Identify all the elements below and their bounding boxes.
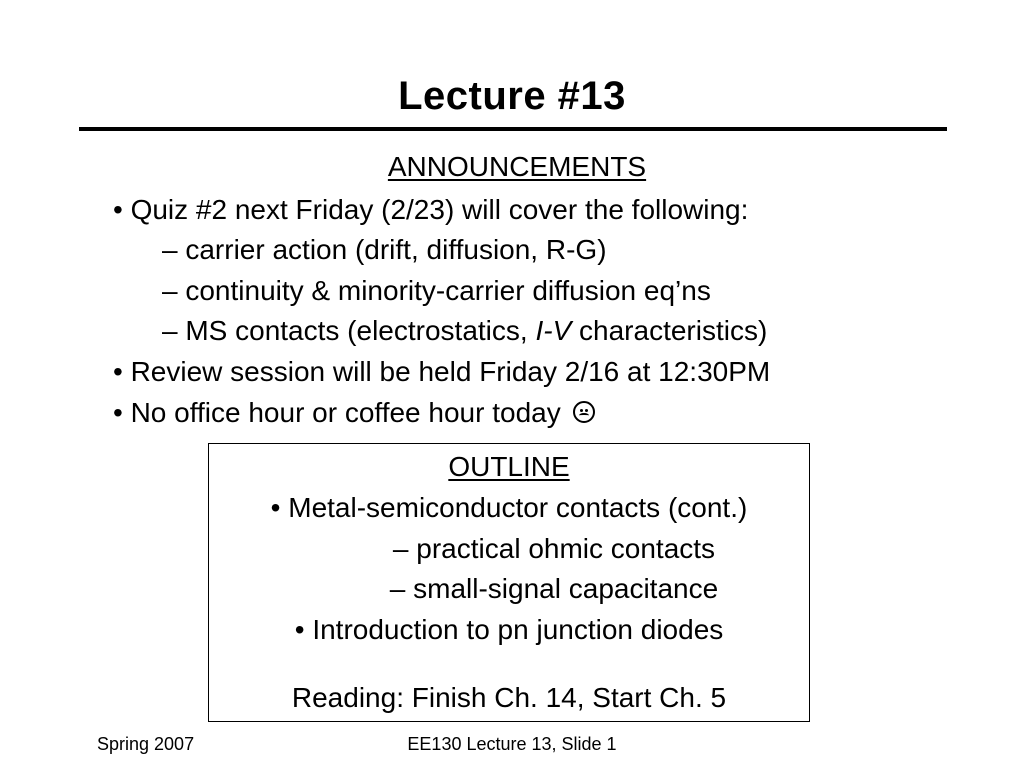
announcement-review-session: • Review session will be held Friday 2/16 at 12:30PM: [113, 356, 771, 387]
outline-subitem-capacitance: – small-signal capacitance: [389, 573, 719, 604]
outline-reading: Reading: Finish Ch. 14, Start Ch. 5: [291, 682, 727, 713]
announcement-quiz: • Quiz #2 next Friday (2/23) will cover the following:: [113, 194, 749, 225]
outline-item-pn-junction: • Introduction to pn junction diodes: [294, 614, 724, 645]
frown-face-icon: [573, 401, 595, 423]
quiz-topic-ms-contacts: [162, 313, 767, 349]
quiz-topic-continuity: – continuity & minority-carrier diffusion eq’ns: [162, 275, 711, 306]
ms-contacts-prefix: – MS contacts (electrostatics,: [162, 315, 536, 346]
announcement-office-hour: [113, 395, 595, 431]
title-divider: [79, 127, 947, 131]
footer-semester: Spring 2007: [97, 734, 195, 754]
office-hour-text: • No office hour or coffee hour today: [113, 397, 561, 428]
announcements-heading: ANNOUNCEMENTS: [387, 151, 647, 182]
outline-subitem-ohmic: – practical ohmic contacts: [392, 533, 716, 564]
outline-heading: OUTLINE: [448, 451, 570, 482]
footer-slide-label: EE130 Lecture 13, Slide 1: [407, 734, 617, 754]
ms-contacts-iv: I-V: [535, 315, 572, 346]
outline-item-ms-contacts: • Metal-semiconductor contacts (cont.): [270, 492, 748, 523]
ms-contacts-suffix: characteristics): [571, 315, 768, 346]
slide-title: Lecture #13: [398, 74, 626, 118]
quiz-topic-carrier-action: – carrier action (drift, diffusion, R-G): [162, 234, 607, 265]
